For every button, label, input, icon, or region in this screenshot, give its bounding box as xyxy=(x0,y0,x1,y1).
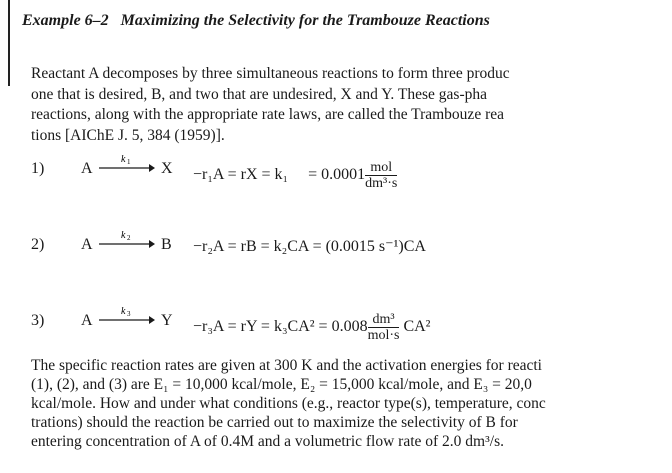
intro-paragraph xyxy=(31,64,667,146)
rate-value: = 0.0001 xyxy=(308,166,366,184)
reaction-number: 1) xyxy=(31,160,45,177)
rate-unit xyxy=(368,312,400,343)
closing-line: The specific reaction rates are given at 300 K and the activation energies for reacti xyxy=(31,357,542,374)
example-heading: Maximizing the Selectivity for the Trambouze Reactions xyxy=(120,12,490,29)
reaction-number: 2) xyxy=(31,236,45,253)
unit-denominator: mol·s xyxy=(367,328,400,343)
intro-line: tions [AIChE J. 5, 384 (1959)]. xyxy=(31,126,225,144)
rate-constant-k: k xyxy=(121,306,126,317)
product: Y xyxy=(161,312,173,329)
rate-law xyxy=(193,312,430,343)
product: X xyxy=(161,160,173,177)
intro-line: one that is desired, B, and two that are undesired, X and Y. These gas-pha xyxy=(31,85,487,103)
example-label: Example 6–2 xyxy=(22,12,109,29)
rate-constant-k: k xyxy=(121,154,126,165)
closing-line: (1), (2), and (3) are E₁ = 10,000 kcal/mole, E₂ = 15,000 kcal/mole, and E₃ = 20,0 xyxy=(31,376,532,393)
intro-line: Reactant A decomposes by three simultaneous reactions to form three produc xyxy=(31,65,510,82)
rate-constant-subscript: 1 xyxy=(127,158,131,166)
rate-constant-subscript: 2 xyxy=(127,234,131,242)
intro-line: reactions, along with the appropriate rate laws, are called the Trambouze rea xyxy=(31,106,504,123)
rate-law-text: −r₂A = rB = k₂CA = (0.0015 s⁻¹)CA xyxy=(193,238,426,255)
rate-unit xyxy=(365,160,397,191)
reactant: A xyxy=(81,312,93,329)
rate-law-tail: CA² xyxy=(403,318,431,336)
rate-constant-subscript: 3 xyxy=(127,310,131,318)
product: B xyxy=(161,236,172,253)
reaction-arrow-icon xyxy=(97,230,155,252)
rate-law-text: −r₁A = rX = k₁ xyxy=(193,166,289,184)
reaction-arrow-icon xyxy=(97,154,155,176)
closing-line: kcal/mole. How and under what conditions (e.g., reactor type(s), temperature, conc xyxy=(31,395,546,412)
rate-constant-k: k xyxy=(121,230,126,241)
reaction-arrow-icon xyxy=(97,306,155,328)
rate-law xyxy=(193,160,397,191)
reaction-number: 3) xyxy=(31,312,45,329)
unit-numerator: dm³ xyxy=(368,312,400,328)
closing-line: entering concentration of A of 0.4M and a volumetric flow rate of 2.0 dm³/s. xyxy=(31,433,504,450)
left-margin-rule xyxy=(8,0,10,86)
unit-denominator: dm³·s xyxy=(365,176,398,191)
reactant: A xyxy=(81,236,93,253)
closing-line: trations) should the reaction be carried out to maximize the selectivity of B for xyxy=(31,414,518,431)
closing-paragraph xyxy=(31,356,667,451)
example-title xyxy=(22,12,490,30)
rate-law-text: −r₃A = rY = k₃CA² = 0.008 xyxy=(193,318,368,336)
unit-numerator: mol xyxy=(365,160,397,176)
rate-law xyxy=(193,236,426,256)
reactant: A xyxy=(81,160,93,177)
